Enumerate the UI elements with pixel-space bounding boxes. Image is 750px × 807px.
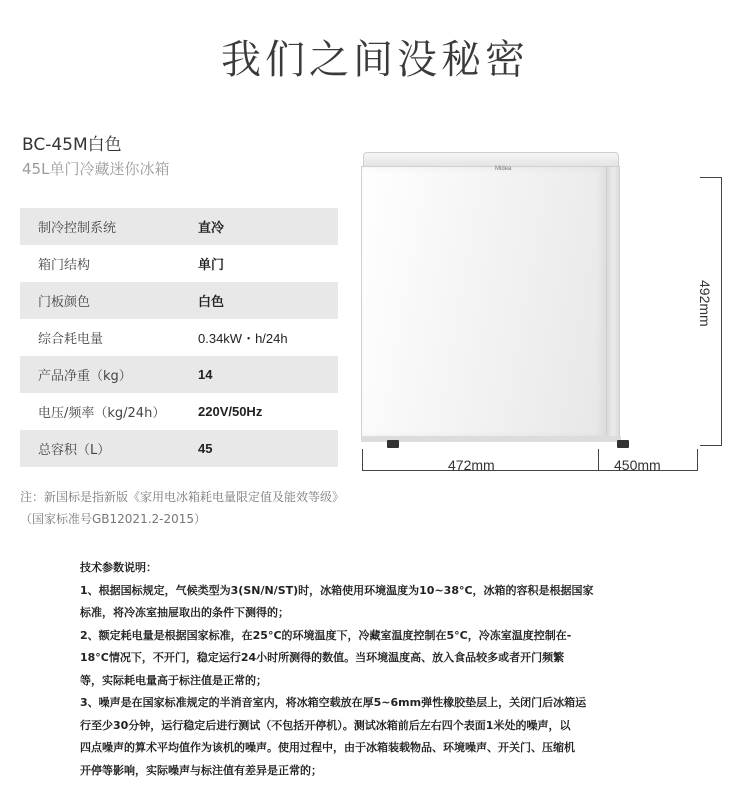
height-dimension-line xyxy=(721,177,722,446)
spec-value: 直冷 xyxy=(198,220,225,235)
page-title: 我们之间没秘密 xyxy=(221,37,529,83)
spec-key: 电压/频率（kg/24h） xyxy=(38,406,166,421)
fridge-side xyxy=(606,166,620,438)
tech-line: 开停等影响，实际噪声与标注值有差异是正常的； xyxy=(80,763,322,777)
spec-row xyxy=(20,319,338,356)
standard-note: 注：新国标是指新版《家用电冰箱耗电量限定值及能效等级》 xyxy=(20,490,345,504)
fridge-image xyxy=(355,150,625,450)
spec-row xyxy=(20,356,338,393)
tech-line: 3、噪声是在国家标准规定的半消音室内，将冰箱空载放在厚5~6mm弹性橡胶垫层上，关闭门后冰箱运 xyxy=(80,696,587,709)
tech-line: 等，实际耗电量高于标注值是正常的； xyxy=(80,673,267,687)
spec-key: 产品净重（kg） xyxy=(38,369,132,384)
dim-tick xyxy=(700,177,722,178)
tech-line: 1、根据国标规定，气候类型为3(SN/N/ST)时，冰箱使用环境温度为10~38°C，冰箱的容积是根据国家 xyxy=(80,583,594,597)
dim-tick xyxy=(697,449,698,471)
spec-value: 220V/50Hz xyxy=(198,404,263,419)
spec-row xyxy=(20,430,338,467)
spec-table xyxy=(20,208,338,467)
tech-line: 四点噪声的算术平均值作为该机的噪声。使用过程中，由于冰箱装载物品、环境噪声、开关门、压缩机 xyxy=(80,741,575,754)
spec-value: 45 xyxy=(198,441,213,456)
dim-tick xyxy=(362,449,363,471)
tech-line: 2、额定耗电量是根据国家标准，在25°C的环境温度下，冷藏室温度控制在5°C，冷冻室温度控制在- xyxy=(80,628,572,642)
spec-value: 白色 xyxy=(198,294,225,309)
spec-row xyxy=(20,208,338,245)
standard-note: （国家标准号GB12021.2-2015） xyxy=(20,512,207,526)
tech-line: 行至少30分钟，运行稳定后进行测试（不包括开停机）。测试冰箱前后左右四个表面1米处的噪声，以 xyxy=(80,718,571,732)
tech-specs-section xyxy=(80,557,660,782)
spec-value: 0.34kW・h/24h xyxy=(198,331,288,346)
spec-value: 14 xyxy=(198,367,213,382)
height-dimension: 492mm xyxy=(697,280,713,327)
tech-line: 18°C情况下，不开门，稳定运行24小时所测得的数值。当环境温度高、放入食品较多或者开门频繁 xyxy=(80,651,565,664)
spec-row xyxy=(20,282,338,319)
fridge-foot xyxy=(617,440,629,448)
spec-key: 门板颜色 xyxy=(38,295,91,310)
product-subtitle: 45L单门冷藏迷你冰箱 xyxy=(22,160,170,178)
spec-key: 箱门结构 xyxy=(38,258,91,273)
spec-key: 总容积（L） xyxy=(38,443,111,458)
fridge-foot xyxy=(387,440,399,448)
spec-row xyxy=(20,245,338,282)
fridge-door xyxy=(361,166,607,438)
dim-tick xyxy=(598,449,599,471)
fridge-base xyxy=(361,436,621,442)
spec-row xyxy=(20,393,338,430)
dim-tick xyxy=(700,445,722,446)
width-dimension: 472mm xyxy=(448,457,495,473)
tech-heading: 技术参数说明： xyxy=(80,561,157,574)
spec-value: 单门 xyxy=(198,257,225,272)
spec-key: 综合耗电量 xyxy=(38,332,104,347)
depth-dimension: 450mm xyxy=(614,457,661,473)
spec-key: 制冷控制系统 xyxy=(38,221,117,236)
brand-logo: Midea xyxy=(495,166,512,172)
tech-line: 标准，将冷冻室抽屉取出的条件下测得的； xyxy=(80,606,289,619)
product-model: BC-45M白色 xyxy=(22,135,122,155)
